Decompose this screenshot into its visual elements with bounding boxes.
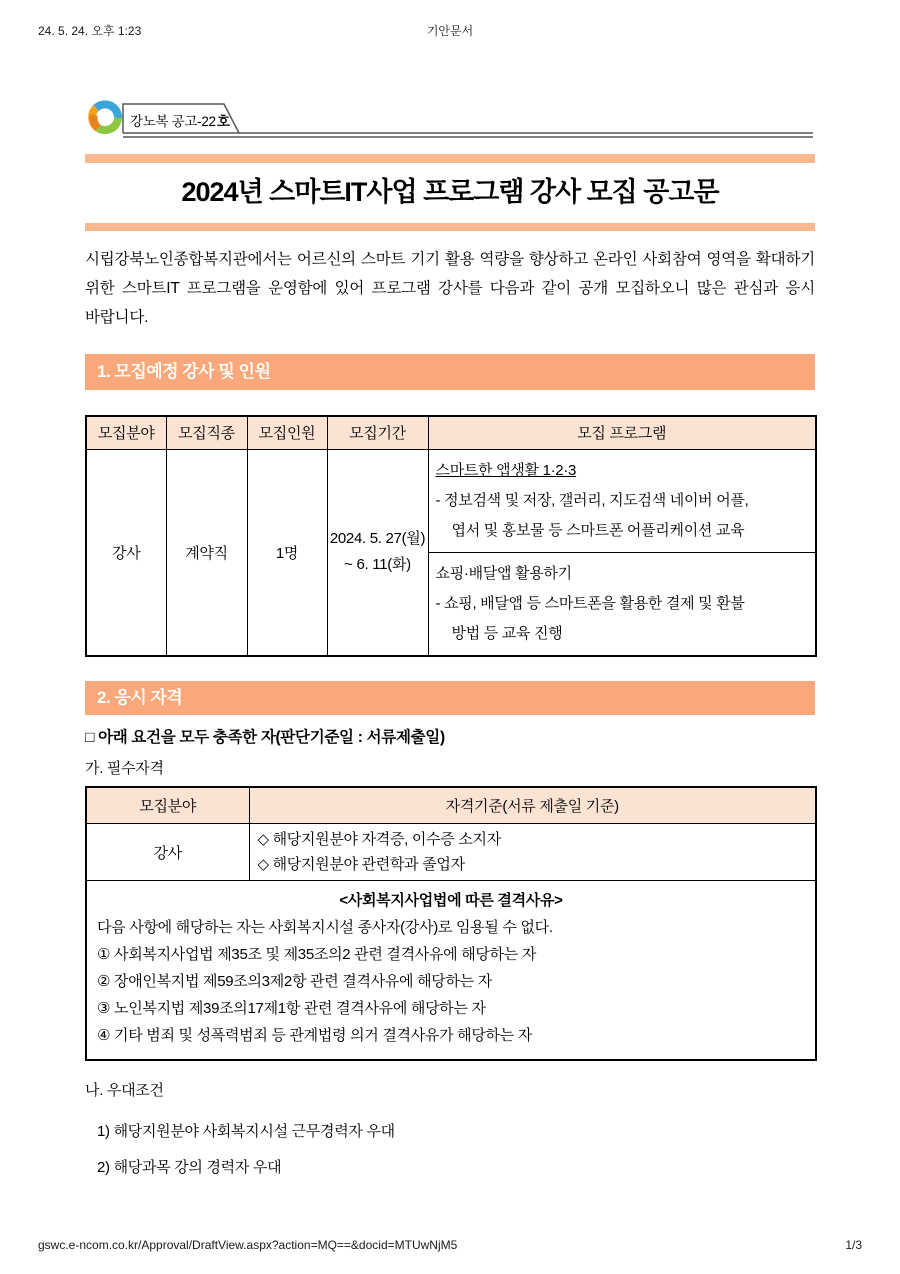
accent-bar-top <box>85 154 815 163</box>
cell-program-2 <box>428 552 816 656</box>
qualification-table-header-row <box>86 787 816 824</box>
sub-section-b-label: 나. 우대조건 <box>85 1082 164 1099</box>
cell-field2: 강사 <box>86 824 249 881</box>
print-doc-type: 기안문서 <box>426 24 474 38</box>
print-url: gswc.e-ncom.co.kr/Approval/DraftView.aspx?action=MQ==&docid=MTUwNjM5 <box>38 1238 458 1252</box>
cell-criteria <box>249 824 816 881</box>
doc-number: 강노복 공고-22 <box>130 114 216 129</box>
qualification-table <box>85 786 817 1062</box>
table-row <box>86 449 816 552</box>
program-1-line-1: - 정보검색 및 저장, 갤러리, 지도검색 네이버 어플, <box>435 491 749 509</box>
disqualification-line-0: 다음 사항에 해당하는 자는 사회복지시설 종사자(강사)로 임용될 수 없다. <box>97 919 553 936</box>
preference-item-2: 2) 해당과목 강의 경력자 우대 <box>97 1159 282 1176</box>
preference-item-1: 1) 해당지원분야 사회복지시설 근무경력자 우대 <box>97 1123 395 1140</box>
doc-number-suffix: 호 <box>217 114 231 129</box>
cell-program-1 <box>428 449 816 552</box>
section-1-heading: 1. 모집예정 강사 및 인원 <box>85 354 815 390</box>
preference-list <box>85 1114 815 1186</box>
recruitment-table <box>85 415 817 657</box>
accent-bar-bottom <box>85 223 815 231</box>
print-timestamp: 24. 5. 24. 오후 1:23 <box>38 24 142 38</box>
col-header-count: 모집인원 <box>247 416 327 449</box>
disqualification-line-1: ① 사회복지사업법 제35조 및 제35조의2 관련 결격사유에 해당하는 자 <box>97 946 537 963</box>
disqualification-line-4: ④ 기타 범죄 및 성폭력범죄 등 관계법령 의거 결격사유가 해당하는 자 <box>97 1027 532 1044</box>
col-header-period: 모집기간 <box>327 416 428 449</box>
page-title: 2024년 스마트IT사업 프로그램 강사 모집 공고문 <box>181 177 719 207</box>
document-content <box>85 98 815 1186</box>
program-1-title: 스마트한 앱생활 1·2·3 <box>435 461 577 479</box>
disqualification-line-2: ② 장애인복지법 제59조의3제2항 관련 결격사유에 해당하는 자 <box>97 973 492 990</box>
letterhead <box>85 98 815 140</box>
print-page-number: 1/3 <box>845 1238 862 1252</box>
table-row <box>86 881 816 1061</box>
disqualification-line-3: ③ 노인복지법 제39조의17제1항 관련 결격사유에 해당하는 자 <box>97 1000 486 1017</box>
cell-count: 1명 <box>247 449 327 656</box>
col-header-field2: 모집분야 <box>86 787 249 824</box>
section-2-heading: 2. 응시 자격 <box>85 681 815 715</box>
table-row <box>86 824 816 881</box>
recruitment-table-header-row <box>86 416 816 449</box>
criteria-line-1: ◇ 해당지원분야 자격증, 이수증 소지자 <box>257 831 501 848</box>
criteria-line-2: ◇ 해당지원분야 관련학과 졸업자 <box>257 856 465 873</box>
program-2-line-2: 방법 등 교육 진행 <box>451 624 563 642</box>
cell-field: 강사 <box>86 449 166 656</box>
cell-disqualification <box>86 881 816 1061</box>
period-line-2: ~ 6. 11(화) <box>344 556 411 573</box>
program-2-line-1: - 쇼핑, 배달앱 등 스마트폰을 활용한 결제 및 환불 <box>435 594 745 612</box>
disqualification-title: <사회복지사업법에 따른 결격사유> <box>339 892 563 909</box>
period-line-1: 2024. 5. 27(월) <box>329 530 426 547</box>
requirement-note: □ 아래 요건을 모두 충족한 자(판단기준일 : 서류제출일) <box>85 728 445 746</box>
program-2-title: 쇼핑·배달앱 활용하기 <box>435 564 572 582</box>
sub-section-a-label: 가. 필수자격 <box>85 759 164 777</box>
intro-paragraph: 시립강북노인종합복지관에서는 어르신의 스마트 기기 활용 역량을 향상하고 온라인 사회참여 영역을 확대하기 위한 스마트IT 프로그램을 운영함에 있어 프로그램 강사를 다음과 같이 공개 모집하오니 많은 관심과 응시 바랍니다. <box>85 251 815 326</box>
col-header-criteria: 자격기준(서류 제출일 기준) <box>249 787 816 824</box>
col-header-program: 모집 프로그램 <box>428 416 816 449</box>
cell-period <box>327 449 428 656</box>
col-header-job-type: 모집직종 <box>166 416 247 449</box>
program-1-line-2: 엽서 및 홍보물 등 스마트폰 어플리케이션 교육 <box>451 521 745 539</box>
col-header-field: 모집분야 <box>86 416 166 449</box>
cell-job-type: 계약직 <box>166 449 247 656</box>
